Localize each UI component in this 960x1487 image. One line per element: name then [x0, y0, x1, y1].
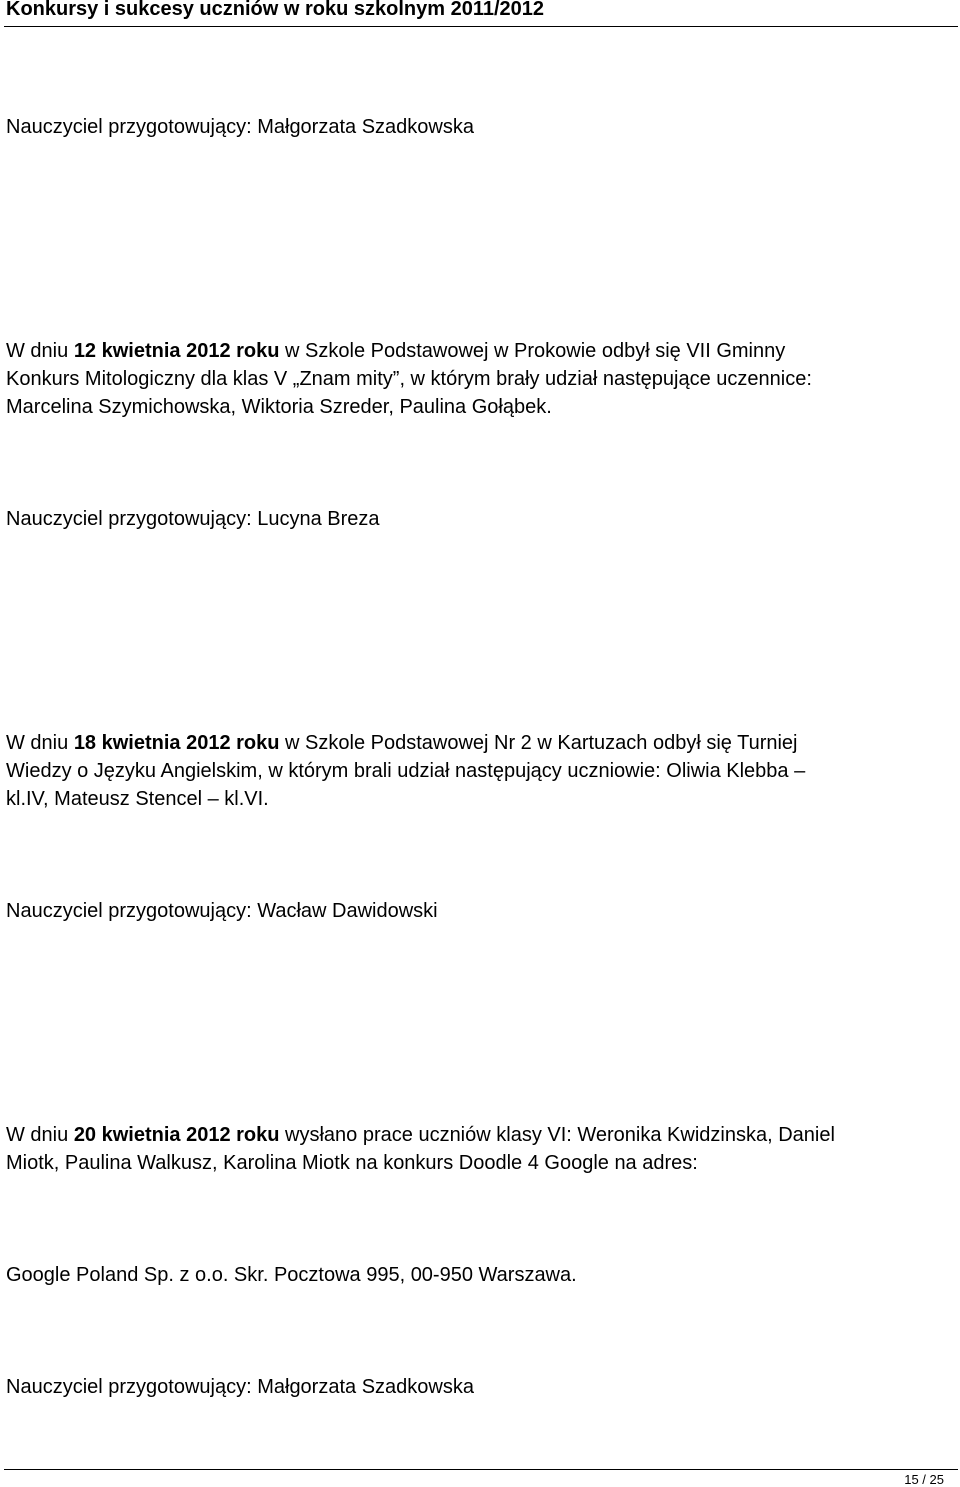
- header-divider: [4, 26, 958, 27]
- paragraph-line: kl.IV, Mateusz Stencel – kl.VI.: [6, 788, 269, 810]
- paragraph-line: Wiedzy o Języku Angielskim, w którym brali udział następujący uczniowie: Oliwia Klebba –: [6, 760, 806, 782]
- paragraph-line: W dniu 12 kwietnia 2012 roku w Szkole Podstawowej w Prokowie odbył się VII Gminny: [6, 340, 786, 362]
- event-date: 20 kwietnia 2012 roku: [73, 1124, 280, 1146]
- postal-address: Google Poland Sp. z o.o. Skr. Pocztowa 995, 00-950 Warszawa.: [6, 1264, 577, 1286]
- event-date: 18 kwietnia 2012 roku: [73, 732, 280, 754]
- paragraph-contest-english: [6, 729, 954, 813]
- footer-divider: [4, 1469, 958, 1470]
- teacher-line: Nauczyciel przygotowujący: Małgorzata Szadkowska: [6, 116, 474, 138]
- paragraph-line: Miotk, Paulina Walkusz, Karolina Miotk na konkurs Doodle 4 Google na adres:: [6, 1152, 698, 1174]
- paragraph-contest-mythology: [6, 337, 954, 421]
- paragraph-line: W dniu 18 kwietnia 2012 roku w Szkole Podstawowej Nr 2 w Kartuzach odbył się Turniej: [6, 732, 798, 754]
- paragraph-line: W dniu 20 kwietnia 2012 roku wysłano prace uczniów klasy VI: Weronika Kwidzinska, Daniel: [6, 1124, 835, 1146]
- teacher-line: Nauczyciel przygotowujący: Małgorzata Szadkowska: [6, 1376, 474, 1398]
- teacher-line: Nauczyciel przygotowujący: Lucyna Breza: [6, 508, 380, 530]
- teacher-line: Nauczyciel przygotowujący: Wacław Dawidowski: [6, 900, 438, 922]
- paragraph-line: Marcelina Szymichowska, Wiktoria Szreder, Paulina Gołąbek.: [6, 396, 552, 418]
- document-header-title: Konkursy i sukcesy uczniów w roku szkolnym 2011/2012: [6, 0, 545, 20]
- page-number: 15 / 25: [904, 1472, 944, 1487]
- event-date: 12 kwietnia 2012 roku: [73, 340, 280, 362]
- paragraph-line: Konkurs Mitologiczny dla klas V „Znam mity”, w którym brały udział następujące uczennice:: [6, 368, 812, 390]
- paragraph-contest-doodle: [6, 1121, 954, 1177]
